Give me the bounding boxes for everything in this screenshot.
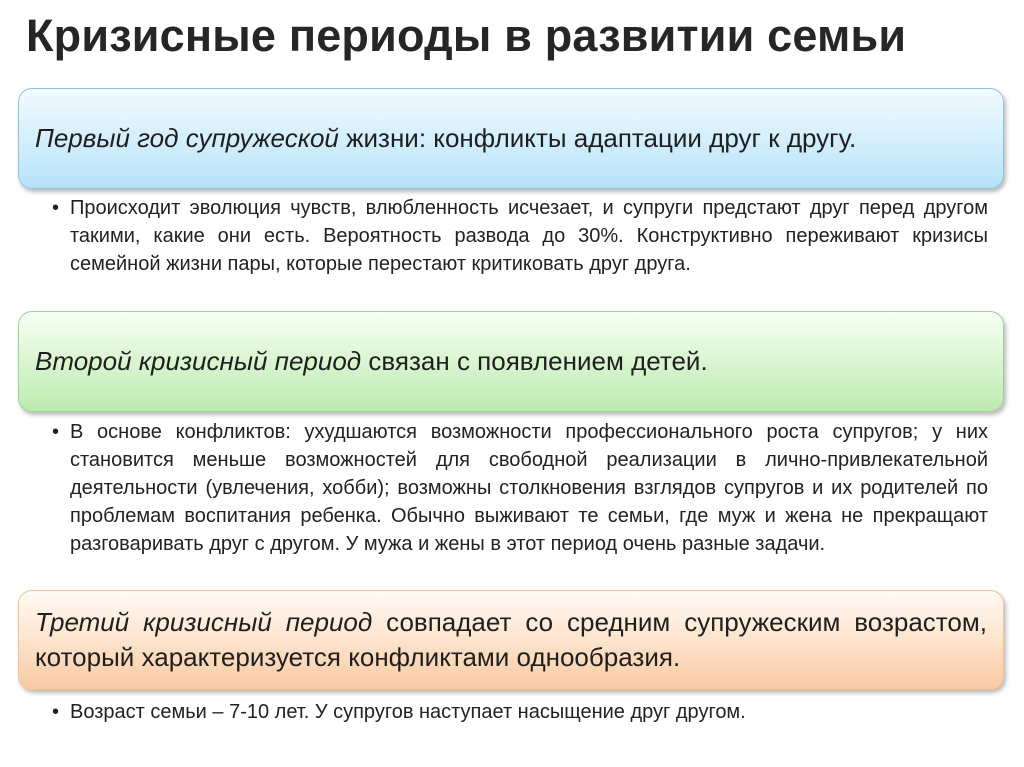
bullet-marker: • xyxy=(52,701,60,723)
section-3-banner xyxy=(18,590,1004,690)
section-1-heading-italic: Первый год супружеской xyxy=(35,123,339,153)
bullet-marker: • xyxy=(52,197,60,219)
page-title: Кризисные периоды в развитии семьи xyxy=(26,10,907,61)
section-2-bullet-text: В основе конфликтов: ухудшаются возможности профессионального роста супругов; у них становится меньше возможностей для свободной реализации в лично-привлекательной деятельности (увлечения, хобби); возможны столкновения взглядов супругов и их родителей по проблемам воспитания ребенка. Обычно выживают те семьи, где муж и жена не прекращают разговаривать друг с другом. У мужа и жены в этот период очень разные задачи. xyxy=(70,421,988,555)
section-2-heading xyxy=(35,344,708,379)
section-2-bullet xyxy=(50,418,988,558)
section-1-banner xyxy=(18,88,1004,189)
section-3-heading xyxy=(35,605,987,675)
section-1-bullet-text: Происходит эволюция чувств, влюбленность исчезает, и супруги предстают друг перед другом такими, какие они есть. Вероятность развода до 30%. Конструктивно переживают кризисы семейной жизни пары, которые перестают критиковать друг друга. xyxy=(70,197,988,275)
section-3-bullet xyxy=(50,698,988,726)
section-3-heading-italic: Третий кризисный период xyxy=(35,607,373,637)
section-2-banner xyxy=(18,311,1004,412)
section-2-heading-italic: Второй кризисный период xyxy=(35,346,362,376)
section-2-heading-rest: связан с появлением детей. xyxy=(361,346,708,376)
section-3-bullet-text: Возраст семьи – 7-10 лет. У супругов наступает насыщение друг другом. xyxy=(70,701,746,723)
section-1-heading xyxy=(35,121,856,156)
section-1-bullet xyxy=(50,194,988,278)
section-1-heading-rest: жизни: конфликты адаптации друг к другу. xyxy=(338,123,857,153)
bullet-marker: • xyxy=(52,421,60,443)
section-3-heading-rest: совпадает со средним супружеским возрастом, который характеризуется конфликтами однообразия. xyxy=(35,607,987,672)
